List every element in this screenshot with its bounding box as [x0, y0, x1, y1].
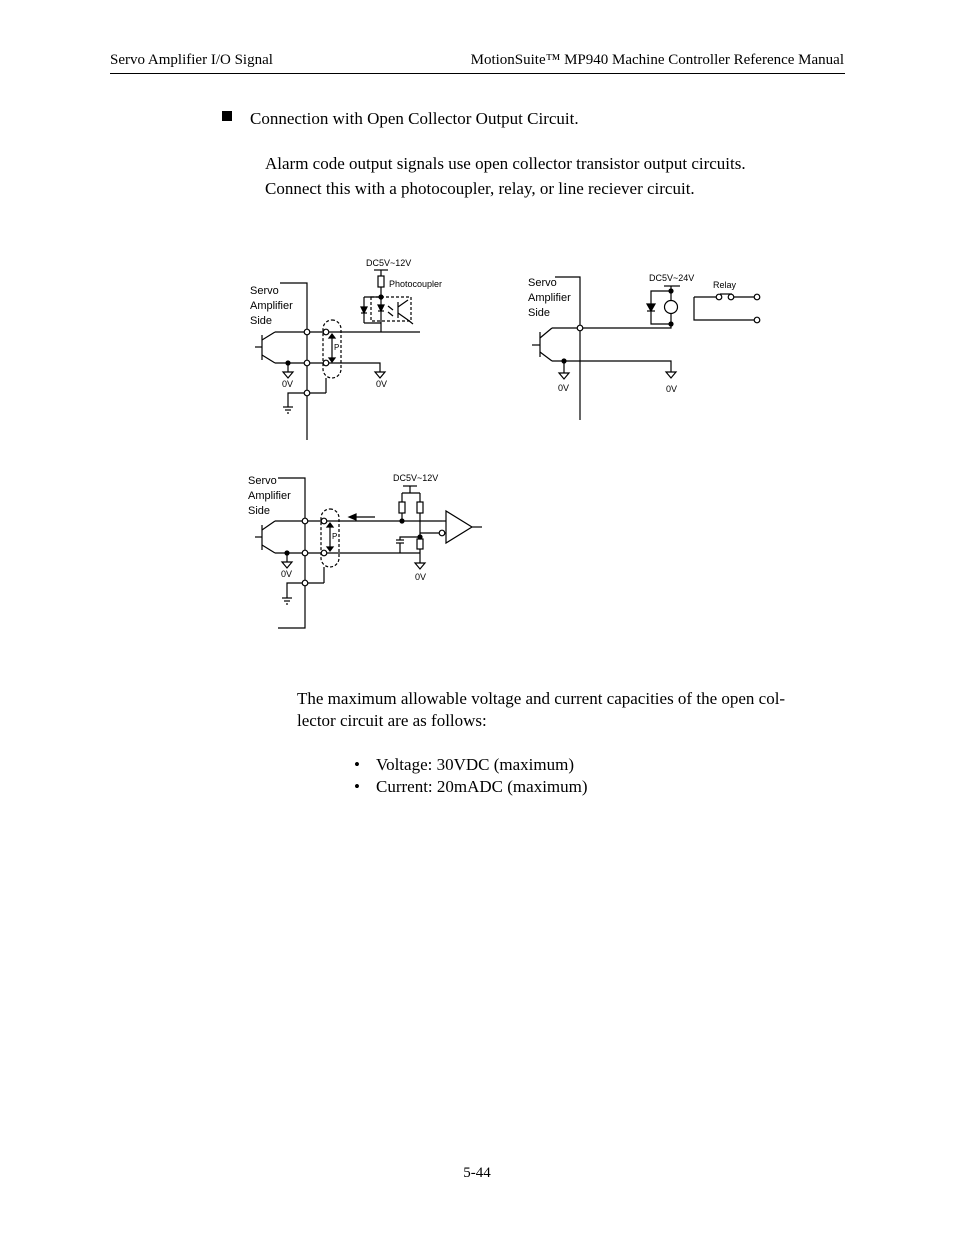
lr-ground-left: 0V — [281, 569, 293, 579]
capacity-item-current: Current: 20mADC (maximum) — [376, 777, 588, 796]
section-heading: Connection with Open Collector Output Circuit. — [250, 109, 579, 128]
page-number: 5-44 — [463, 1165, 491, 1181]
pc-device: Photocoupler — [389, 279, 443, 289]
relay-device: Relay — [713, 280, 737, 290]
lr-pair-mark: P — [332, 532, 338, 541]
capacity-item-voltage: Voltage: 30VDC (maximum) — [376, 755, 574, 774]
pc-supply: DC5V~12V — [366, 258, 412, 268]
bullet-dot-icon: • — [354, 755, 360, 774]
relay-side-line1: Servo — [528, 277, 557, 289]
pc-ground-left: 0V — [282, 379, 294, 389]
capacities-line-2: lector circuit are as follows: — [297, 711, 487, 730]
relay-diagram — [528, 273, 760, 420]
pc-side-line1: Servo — [250, 285, 279, 297]
intro-line-2: Connect this with a photocoupler, relay, or line reciever circuit. — [265, 179, 695, 198]
pc-ground-right: 0V — [376, 379, 388, 389]
line-receiver-diagram — [248, 473, 482, 628]
lr-side-line3: Side — [248, 505, 271, 517]
relay-side-line3: Side — [528, 307, 551, 319]
relay-ground-left: 0V — [558, 383, 570, 393]
bullet-dot-icon: • — [354, 777, 360, 796]
intro-line-1: Alarm code output signals use open collector transistor output circuits. — [265, 154, 746, 173]
lr-ground-right: 0V — [415, 572, 427, 582]
relay-supply: DC5V~24V — [649, 273, 695, 283]
lr-side-line1: Servo — [248, 475, 277, 487]
header-right: MotionSuite™ MP940 Machine Controller Reference Manual — [470, 52, 844, 68]
pc-side-line2: Amplifier — [250, 300, 293, 312]
relay-side-line2: Amplifier — [528, 292, 571, 304]
header-left: Servo Amplifier I/O Signal — [110, 52, 273, 68]
relay-ground-right: 0V — [666, 384, 678, 394]
photocoupler-diagram — [250, 258, 442, 440]
lr-supply: DC5V~12V — [393, 473, 439, 483]
pc-side-line3: Side — [250, 315, 273, 327]
pc-pair-mark: P — [334, 343, 340, 352]
capacities-line-1: The maximum allowable voltage and current capacities of the open col- — [297, 689, 786, 708]
lr-side-line2: Amplifier — [248, 490, 291, 502]
